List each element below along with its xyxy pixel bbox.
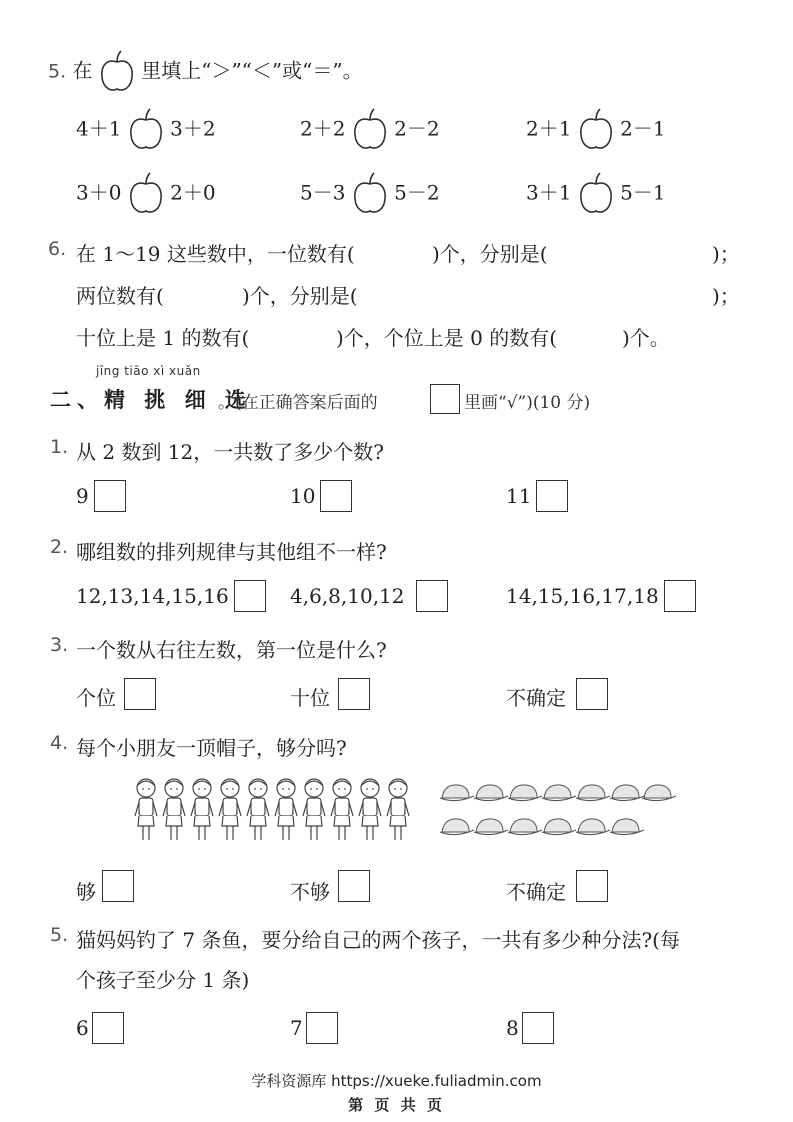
apple-answer-icon[interactable] (578, 108, 614, 152)
question-5-option-c: 8 (506, 1016, 519, 1040)
child-figure (275, 779, 297, 840)
compare-item-5 (300, 172, 440, 216)
apple-icon (99, 50, 135, 94)
question-5-option-a: 6 (76, 1016, 89, 1040)
question-5-checkbox-a[interactable] (92, 1012, 124, 1044)
compare-item-1 (76, 108, 216, 152)
question-2-option-c: 14,15,16,17,18 (506, 584, 659, 608)
question-2-option-b: 4,6,8,10,12 (290, 584, 405, 608)
q6-line1-c: )； (712, 242, 740, 266)
compare-item-4 (76, 172, 216, 216)
compare-left: 3＋0 (76, 180, 122, 205)
hat-icon (474, 785, 508, 801)
apple-answer-icon[interactable] (578, 172, 614, 216)
q6-line3-c: )个。 (622, 326, 670, 350)
q6-number: 6. (48, 238, 67, 260)
question-1-option-a: 9 (76, 484, 89, 508)
question-4-checkbox-a[interactable] (102, 870, 134, 902)
compare-right: 2－2 (394, 116, 440, 141)
question-4-option-b: 不够 (290, 880, 330, 904)
q6-line1-a: 在 1～19 这些数中，一位数有( (76, 242, 355, 266)
question-5-option-b: 7 (290, 1016, 303, 1040)
question-4-text: 每个小朋友一顶帽子，够分吗? (76, 736, 347, 760)
question-2-text: 哪组数的排列规律与其他组不一样? (76, 540, 387, 564)
hat-icon (508, 785, 542, 801)
child-figure (163, 779, 185, 840)
hat-icon (576, 819, 610, 835)
hats-illustration (436, 780, 676, 842)
question-4-checkbox-c[interactable] (576, 870, 608, 902)
question-5-checkbox-b[interactable] (306, 1012, 338, 1044)
footer-source: 学科资源库 https://xueke.fuliadmin.com (251, 1072, 542, 1090)
question-3-number: 3. (50, 634, 69, 656)
child-figure (135, 779, 157, 840)
q6-line3-b: )个，个位上是 0 的数有( (336, 326, 558, 350)
question-1-checkbox-a[interactable] (94, 480, 126, 512)
children-illustration (132, 770, 418, 846)
apple-answer-icon[interactable] (128, 172, 164, 216)
compare-item-6 (526, 172, 666, 216)
apple-answer-icon[interactable] (128, 108, 164, 152)
question-4-number: 4. (50, 732, 69, 754)
q6-line2-b: )个，分别是( (242, 284, 358, 308)
question-4-option-a: 够 (76, 880, 96, 904)
compare-right: 5－2 (394, 180, 440, 205)
child-figure (387, 779, 409, 840)
question-5-number: 5. (50, 924, 69, 946)
compare-right: 2＋0 (170, 180, 216, 205)
footer-page: 第 页 共 页 (348, 1096, 445, 1114)
question-3-option-b: 十位 (290, 686, 330, 710)
question-5-checkbox-c[interactable] (522, 1012, 554, 1044)
compare-right: 2－1 (620, 116, 666, 141)
question-1-number: 1. (50, 436, 69, 458)
hat-icon (542, 785, 576, 801)
hat-icon (474, 819, 508, 835)
compare-left: 4＋1 (76, 116, 122, 141)
compare-right: 5－1 (620, 180, 666, 205)
hat-icon (642, 785, 676, 801)
question-2-option-a: 12,13,14,15,16 (76, 584, 229, 608)
apple-answer-icon[interactable] (352, 108, 388, 152)
question-3-option-c: 不确定 (506, 686, 566, 710)
apple-answer-icon[interactable] (352, 172, 388, 216)
compare-left: 2＋1 (526, 116, 572, 141)
child-figure (247, 779, 269, 840)
hat-icon (508, 819, 542, 835)
q6-line2-c: )； (712, 284, 740, 308)
compare-right: 3＋2 (170, 116, 216, 141)
section-pinyin: jīng tiāo xì xuǎn (96, 364, 201, 378)
compare-left: 3＋1 (526, 180, 572, 205)
compare-item-3 (526, 108, 666, 152)
question-1-text: 从 2 数到 12，一共数了多少个数? (76, 440, 384, 464)
question-5-text: 猫妈妈钓了 7 条鱼，要分给自己的两个孩子，一共有多少种分法?(每 (76, 928, 680, 952)
compare-item-2 (300, 108, 440, 152)
q5-number: 5. (48, 60, 67, 83)
compare-left: 5－3 (300, 180, 346, 205)
child-figure (219, 779, 241, 840)
hat-icon (440, 785, 474, 801)
question-4-checkbox-b[interactable] (338, 870, 370, 902)
question-3-checkbox-b[interactable] (338, 678, 370, 710)
section-note-box (430, 384, 460, 414)
question-4-option-c: 不确定 (506, 880, 566, 904)
question-3-checkbox-c[interactable] (576, 678, 608, 710)
q6-line3-a: 十位上是 1 的数有( (76, 326, 250, 350)
question-1-checkbox-b[interactable] (320, 480, 352, 512)
hat-icon (542, 819, 576, 835)
child-figure (359, 779, 381, 840)
question-2-checkbox-a[interactable] (234, 580, 266, 612)
section-note-a: 。(在正确答案后面的 (218, 393, 378, 413)
question-1-option-c: 11 (506, 484, 532, 508)
question-3-option-a: 个位 (76, 686, 116, 710)
q6-line1-b: )个，分别是( (432, 242, 548, 266)
q6-line2-a: 两位数有( (76, 284, 164, 308)
compare-left: 2＋2 (300, 116, 346, 141)
section-title: 二、精 挑 细 选 (50, 388, 252, 412)
question-3-checkbox-a[interactable] (124, 678, 156, 710)
child-figure (331, 779, 353, 840)
hat-icon (610, 785, 644, 801)
child-figure (303, 779, 325, 840)
hat-icon (610, 819, 644, 835)
question-1-checkbox-c[interactable] (536, 480, 568, 512)
hat-icon (576, 785, 610, 801)
child-figure (191, 779, 213, 840)
q5-suffix: 里填上“＞”“＜”或“＝”。 (141, 58, 363, 83)
question-2-checkbox-c[interactable] (664, 580, 696, 612)
question-1-option-b: 10 (290, 484, 316, 508)
q5-prefix: 在 (72, 58, 93, 83)
question-2-number: 2. (50, 536, 69, 558)
question-3-text: 一个数从右往左数，第一位是什么? (76, 638, 387, 662)
hat-icon (440, 819, 474, 835)
question-2-checkbox-b[interactable] (416, 580, 448, 612)
question-5-text-2: 个孩子至少分 1 条) (76, 968, 250, 992)
q5-title (48, 50, 363, 94)
section-note-b: 里画“√”)(10 分) (464, 393, 591, 413)
